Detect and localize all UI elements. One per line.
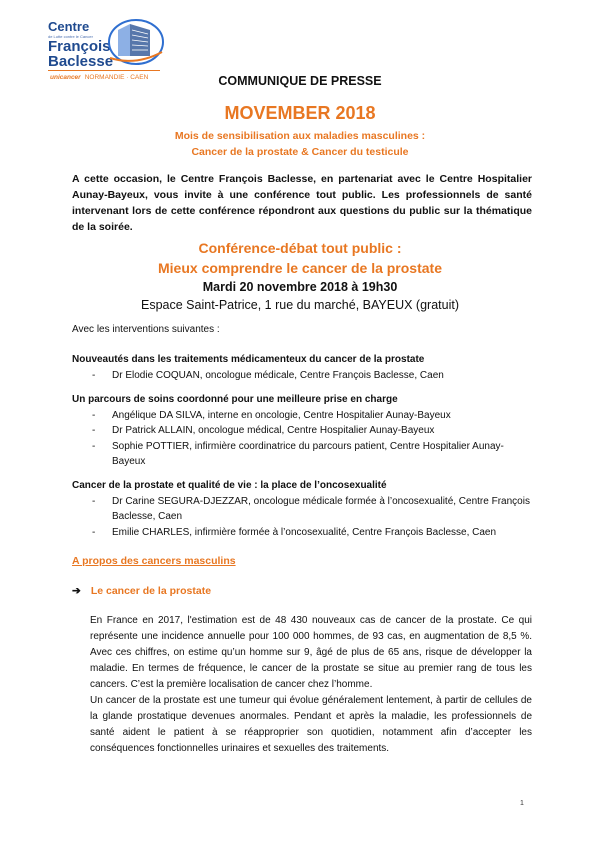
logo-line-1: Centre	[48, 19, 90, 34]
prostate-paragraph-1: En France en 2017, l'estimation est de 48 430 nouveaux cas de cancer de la prostate. Ce qui représente une incidence annuelle pour 100 000 hommes, de 93 cas, en augmentation de 8,5 %. Avec ces chiffres, on estime qu’un homme sur 9, âgé de plus de 65 ans, risque de développer la maladie. En termes de fréquence, le cancer de la prostate se situe au premier rang de tous les cancers. C’est la première localisation de cancer chez l’homme.	[90, 615, 532, 690]
unicancer-label: unicancer	[50, 74, 81, 81]
speaker-item: - Angélique DA SILVA, interne en oncologie, Centre Hospitalier Aunay-Bayeux	[72, 408, 532, 424]
page-number: 1	[520, 800, 524, 807]
speaker-item: - Emilie CHARLES, infirmière formée à l’oncosexualité, Centre François Baclesse, Caen	[72, 525, 532, 541]
conference-date: Mardi 20 novembre 2018 à 19h30	[202, 280, 398, 294]
arrow-right-icon: ➔	[72, 585, 81, 597]
speaker-item: - Sophie POTTIER, infirmière coordinatrice du parcours patient, Centre Hospitalier Aunay-Bayeux	[72, 439, 532, 470]
interventions-intro	[72, 322, 532, 338]
subtitle-line-2: Cancer de la prostate & Cancer du testicule	[191, 146, 409, 158]
prostate-heading-label: Le cancer de la prostate	[90, 585, 212, 597]
speaker-item: - Dr Patrick ALLAIN, oncologue médical, Centre Hospitalier Aunay-Bayeux	[72, 423, 532, 439]
speaker-list	[72, 368, 532, 384]
speaker-item: - Dr Carine SEGURA-DJEZZAR, oncologue médicale formée à l’oncosexualité, Centre François Baclesse, Caen	[72, 494, 532, 525]
logo-line-4: Baclesse	[48, 53, 114, 70]
interventions-intro-text: Avec les interventions suivantes :	[72, 324, 220, 335]
subtitle-line-1: Mois de sensibilisation aux maladies masculines :	[174, 130, 426, 142]
conference-place: Espace Saint-Patrice, 1 rue du marché, BAYEUX (gratuit)	[141, 298, 459, 312]
apropos-link[interactable]: A propos des cancers masculins	[72, 555, 236, 567]
logo-line-3: François	[48, 38, 111, 55]
speaker-item: - Dr Elodie COQUAN, oncologue médicale, Centre François Baclesse, Caen	[72, 368, 532, 384]
session-2	[72, 392, 532, 470]
conference-title-1: Conférence-débat tout public :	[198, 240, 402, 256]
logo-divider	[48, 70, 160, 71]
region-label: NORMANDIE · CAEN	[84, 74, 149, 81]
session-heading: Un parcours de soins coordonné pour une meilleure prise en charge	[72, 394, 398, 405]
prostate-section-heading	[72, 585, 211, 597]
page-title: MOVEMBER 2018	[224, 103, 376, 123]
session-heading: Cancer de la prostate et qualité de vie : la place de l’oncosexualité	[72, 480, 387, 491]
conference-title-2: Mieux comprendre le cancer de la prostate	[158, 260, 442, 276]
communique-heading: COMMUNIQUE DE PRESSE	[218, 74, 382, 88]
speaker-list	[72, 494, 532, 541]
prostate-paragraph-2: Un cancer de la prostate est une tumeur qui évolue généralement lentement, à partir de cellules de la glande prostatique devenues anormales. Pendant et après la maladie, les professionnels de santé aident le patient à se réapproprier son quotidien, notamment afin d’accepter les conséquences fonctionnelles urinaires et sexuelles des traitements.	[90, 695, 532, 754]
session-3	[72, 478, 532, 540]
session-heading: Nouveautés dans les traitements médicamenteux du cancer de la prostate	[72, 354, 425, 365]
building-icon	[104, 16, 164, 66]
prostate-body	[90, 613, 532, 757]
session-1	[72, 352, 532, 383]
logo-line-2: de Lutte contre le Cancer	[48, 34, 93, 39]
intro-paragraph: A cette occasion, le Centre François Baclesse, en partenariat avec le Centre Hospitalier Aunay-Bayeux, vous invite à une conférence tout public. Les professionnels de santé intervenant lors de cette conférence répondront aux questions du public sur la thématique de la soirée.	[72, 173, 532, 233]
speaker-list	[72, 408, 532, 470]
